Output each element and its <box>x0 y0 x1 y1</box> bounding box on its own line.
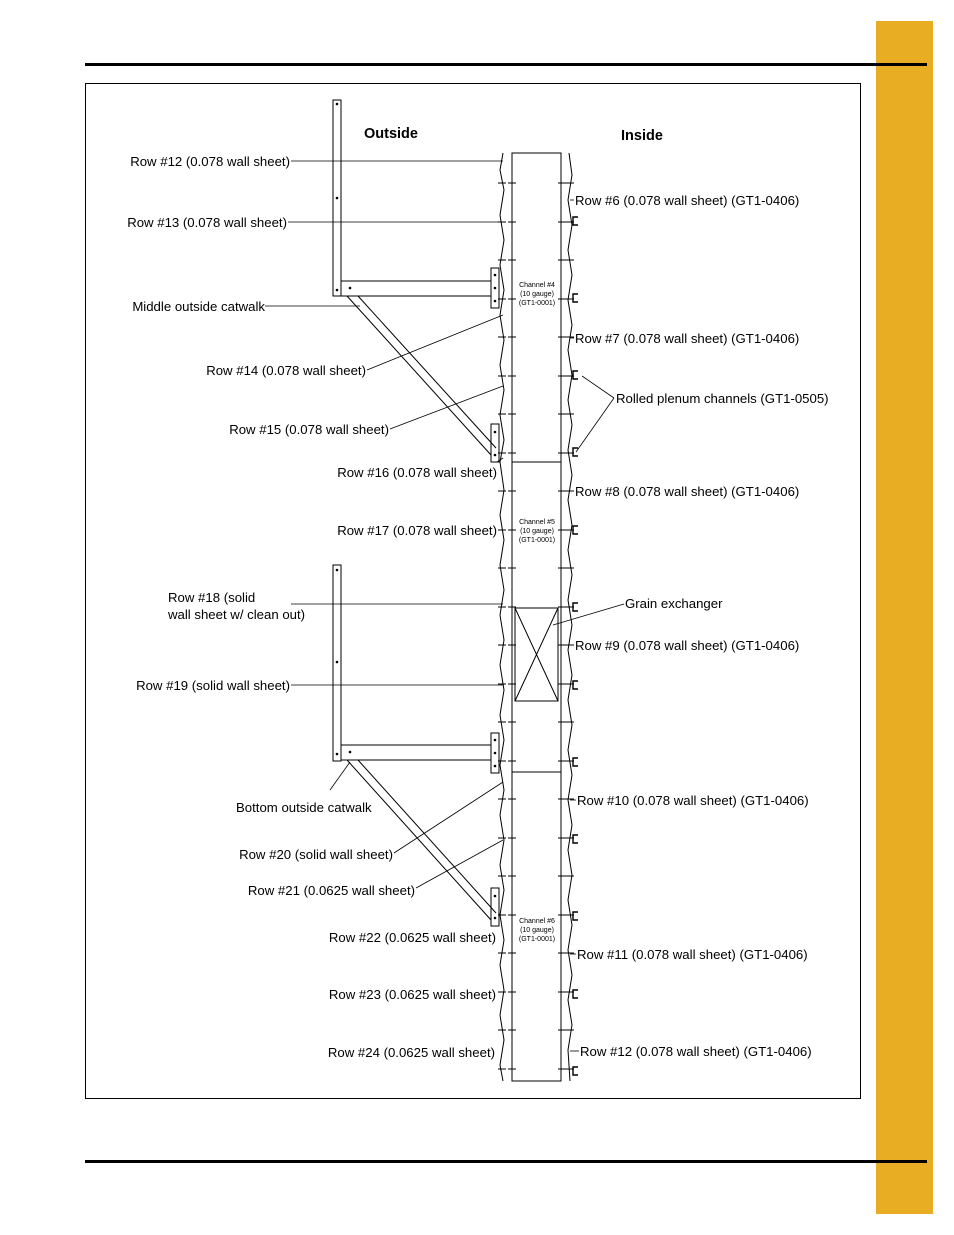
channel-5-name: Channel #5 <box>519 519 555 526</box>
channel-6-part: (GT1-0001) <box>518 936 556 943</box>
label-row-12-outside: Row #12 (0.078 wall sheet) <box>130 154 290 169</box>
rolled-plenum-channel <box>573 681 578 689</box>
rolled-plenum-channel <box>573 217 578 225</box>
label-bottom-catwalk: Bottom outside catwalk <box>236 800 372 815</box>
outside-heading: Outside <box>364 126 418 142</box>
leader-line <box>367 315 503 370</box>
bolt-dot <box>494 752 497 755</box>
label-row-11: Row #11 (0.078 wall sheet) (GT1-0406) <box>577 947 808 962</box>
label-row-18-line-2: wall sheet w/ clean out) <box>168 607 306 622</box>
bolt-dot <box>494 917 497 920</box>
leader-line <box>390 386 503 429</box>
channel-4-part: (GT1-0001) <box>518 300 556 307</box>
label-grain-exchanger: Grain exchanger <box>625 596 723 611</box>
bolt-dot <box>494 895 497 898</box>
label-row-12-inside: Row #12 (0.078 wall sheet) (GT1-0406) <box>580 1044 812 1059</box>
channel-6-gauge: (10 gauge) <box>520 927 554 934</box>
inner-wall-line <box>568 153 572 1081</box>
leader-line <box>330 762 350 790</box>
label-row-10: Row #10 (0.078 wall sheet) (GT1-0406) <box>577 793 809 808</box>
bolt-dot <box>336 197 339 200</box>
bolt-dot <box>336 569 339 572</box>
label-row-13: Row #13 (0.078 wall sheet) <box>127 215 287 230</box>
label-row-17: Row #17 (0.078 wall sheet) <box>337 523 497 538</box>
label-row-20: Row #20 (solid wall sheet) <box>239 847 393 862</box>
label-row-15: Row #15 (0.078 wall sheet) <box>229 422 389 437</box>
bolt-dot <box>336 753 339 756</box>
outer-wall-line <box>500 153 504 1081</box>
label-row-24: Row #24 (0.0625 wall sheet) <box>327 1045 495 1060</box>
rolled-plenum-channel <box>573 294 578 302</box>
label-row-21: Row #21 (0.0625 wall sheet) <box>247 883 415 898</box>
bolt-dot <box>494 287 497 290</box>
label-row-19: Row #19 (solid wall sheet) <box>136 678 290 693</box>
label-row-22: Row #22 (0.0625 wall sheet) <box>328 930 496 945</box>
label-row-23: Row #23 (0.0625 wall sheet) <box>328 987 496 1002</box>
label-row-18-line-1: Row #18 (solid <box>168 590 256 605</box>
label-row-7: Row #7 (0.078 wall sheet) (GT1-0406) <box>575 331 800 346</box>
bolt-dot <box>494 765 497 768</box>
bolt-dot <box>336 103 339 106</box>
channel-6-name: Channel #6 <box>519 918 555 925</box>
bolt-dot <box>494 300 497 303</box>
rolled-plenum-channel <box>573 371 578 379</box>
bolt-dot <box>349 751 352 754</box>
bolt-dot <box>494 431 497 434</box>
channel-5-gauge: (10 gauge) <box>520 528 554 535</box>
bolt-dot <box>494 274 497 277</box>
channel-4-gauge: (10 gauge) <box>520 291 554 298</box>
bolt-dot <box>349 287 352 290</box>
rolled-plenum-channel <box>573 835 578 843</box>
bottom-catwalk-deck <box>341 745 491 760</box>
label-row-14: Row #14 (0.078 wall sheet) <box>206 363 366 378</box>
label-row-8: Row #8 (0.078 wall sheet) (GT1-0406) <box>575 484 800 499</box>
rolled-plenum-channel <box>573 912 578 920</box>
middle-catwalk-deck <box>341 281 491 296</box>
rolled-plenum-channel <box>573 448 578 456</box>
leader-line <box>416 840 503 888</box>
bottom-catwalk-brace-bracket <box>491 888 499 926</box>
leader-line <box>576 398 614 452</box>
rolled-plenum-channel <box>573 990 578 998</box>
leader-line <box>582 376 614 398</box>
label-row-9: Row #9 (0.078 wall sheet) (GT1-0406) <box>575 638 800 653</box>
channel-5-part: (GT1-0001) <box>518 537 556 544</box>
rolled-plenum-channel <box>573 758 578 766</box>
bolt-dot <box>336 289 339 292</box>
label-row-16: Row #16 (0.078 wall sheet) <box>337 465 497 480</box>
bolt-dot <box>494 739 497 742</box>
label-row-6: Row #6 (0.078 wall sheet) (GT1-0406) <box>575 193 800 208</box>
label-plenum-channels: Rolled plenum channels (GT1-0505) <box>616 391 829 406</box>
inside-heading: Inside <box>621 128 663 144</box>
label-middle-catwalk: Middle outside catwalk <box>132 299 265 314</box>
bolt-dot <box>494 454 497 457</box>
bolt-dot <box>336 661 339 664</box>
channel-4-name: Channel #4 <box>519 282 555 289</box>
rolled-plenum-channel <box>573 1067 578 1075</box>
